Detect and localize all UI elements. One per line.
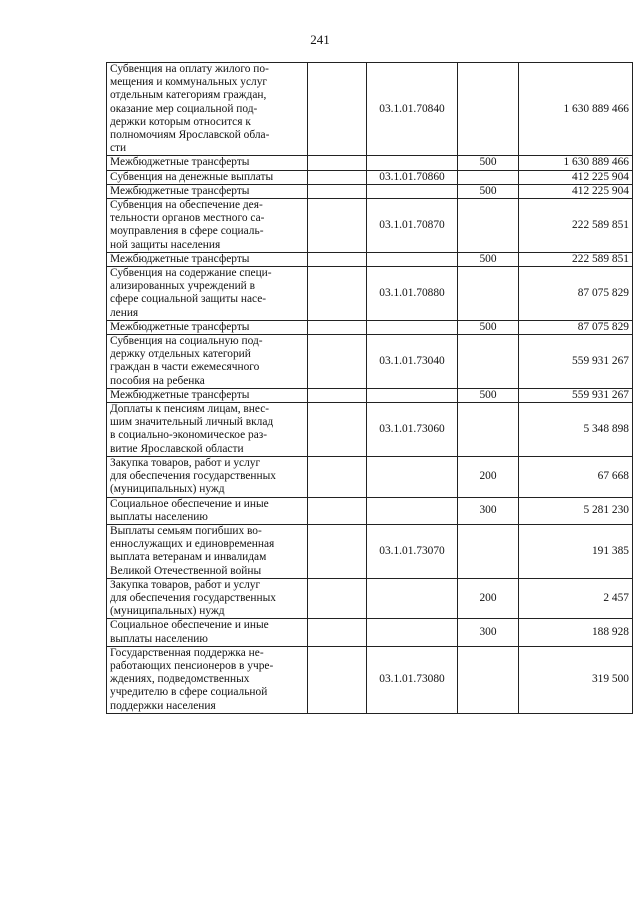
empty-cell (308, 497, 367, 524)
amount-cell: 5 281 230 (519, 497, 633, 524)
table-row (107, 63, 633, 156)
empty-cell (308, 388, 367, 402)
table-row (107, 524, 633, 578)
expense-type-cell: 500 (458, 156, 519, 170)
target-code-cell (367, 320, 458, 334)
expense-type-cell (458, 403, 519, 457)
item-name-cell: Выплаты семьям погибших во- еннослужащих и единовременная выплата ветеранам и инвалидам Великой Отечественной войны (107, 524, 308, 578)
amount-cell: 319 500 (519, 646, 633, 713)
amount-cell: 559 931 267 (519, 335, 633, 389)
expense-type-cell: 500 (458, 184, 519, 198)
table-row (107, 403, 633, 457)
empty-cell (308, 578, 367, 619)
item-name-cell: Межбюджетные трансферты (107, 184, 308, 198)
target-code-cell (367, 184, 458, 198)
item-name-cell: Межбюджетные трансферты (107, 388, 308, 402)
budget-table-body (107, 63, 633, 714)
expense-type-cell (458, 63, 519, 156)
target-code-cell: 03.1.01.73080 (367, 646, 458, 713)
target-code-cell: 03.1.01.70840 (367, 63, 458, 156)
table-row (107, 199, 633, 253)
item-name-cell: Межбюджетные трансферты (107, 252, 308, 266)
empty-cell (308, 646, 367, 713)
item-name-cell: Субвенция на содержание специ- ализированных учреждений в сфере социальной защиты насе- ления (107, 267, 308, 321)
table-row (107, 388, 633, 402)
amount-cell: 222 589 851 (519, 252, 633, 266)
item-name-cell: Субвенция на денежные выплаты (107, 170, 308, 184)
empty-cell (308, 320, 367, 334)
amount-cell: 559 931 267 (519, 388, 633, 402)
empty-cell (308, 456, 367, 497)
amount-cell: 1 630 889 466 (519, 156, 633, 170)
expense-type-cell: 500 (458, 388, 519, 402)
table-row (107, 497, 633, 524)
target-code-cell: 03.1.01.73070 (367, 524, 458, 578)
amount-cell: 5 348 898 (519, 403, 633, 457)
table-row (107, 156, 633, 170)
amount-cell: 412 225 904 (519, 184, 633, 198)
amount-cell: 87 075 829 (519, 267, 633, 321)
empty-cell (308, 267, 367, 321)
table-row (107, 170, 633, 184)
item-name-cell: Межбюджетные трансферты (107, 156, 308, 170)
table-row (107, 456, 633, 497)
amount-cell: 1 630 889 466 (519, 63, 633, 156)
target-code-cell (367, 497, 458, 524)
expense-type-cell: 300 (458, 497, 519, 524)
item-name-cell: Субвенция на оплату жилого по- мещения и коммунальных услуг отдельным категориям граждан, оказание мер социальной под- держки которым относится к полномочиям Ярославской обла- сти (107, 63, 308, 156)
amount-cell: 222 589 851 (519, 199, 633, 253)
table-row (107, 578, 633, 619)
expense-type-cell: 300 (458, 619, 519, 646)
empty-cell (308, 403, 367, 457)
item-name-cell: Социальное обеспечение и иные выплаты населению (107, 619, 308, 646)
expense-type-cell (458, 646, 519, 713)
target-code-cell: 03.1.01.70860 (367, 170, 458, 184)
target-code-cell: 03.1.01.73040 (367, 335, 458, 389)
expense-type-cell: 200 (458, 456, 519, 497)
target-code-cell (367, 619, 458, 646)
target-code-cell (367, 456, 458, 497)
empty-cell (308, 184, 367, 198)
table-row (107, 267, 633, 321)
expense-type-cell (458, 267, 519, 321)
table-row (107, 646, 633, 713)
expense-type-cell (458, 170, 519, 184)
expense-type-cell (458, 335, 519, 389)
empty-cell (308, 170, 367, 184)
item-name-cell: Субвенция на обеспечение дея- тельности органов местного са- моуправления в сфере социаль- ной защиты населения (107, 199, 308, 253)
table-row (107, 619, 633, 646)
expense-type-cell: 200 (458, 578, 519, 619)
expense-type-cell: 500 (458, 320, 519, 334)
item-name-cell: Субвенция на социальную под- держку отдельных категорий граждан в части ежемесячного пособия на ребенка (107, 335, 308, 389)
target-code-cell (367, 388, 458, 402)
target-code-cell (367, 252, 458, 266)
empty-cell (308, 619, 367, 646)
expense-type-cell (458, 199, 519, 253)
amount-cell: 87 075 829 (519, 320, 633, 334)
empty-cell (308, 252, 367, 266)
item-name-cell: Межбюджетные трансферты (107, 320, 308, 334)
target-code-cell (367, 156, 458, 170)
table-row (107, 335, 633, 389)
amount-cell: 412 225 904 (519, 170, 633, 184)
amount-cell: 2 457 (519, 578, 633, 619)
item-name-cell: Социальное обеспечение и иные выплаты населению (107, 497, 308, 524)
item-name-cell: Доплаты к пенсиям лицам, внес- шим значительный личный вклад в социально-экономическое раз- витие Ярославской области (107, 403, 308, 457)
page-number: 241 (310, 32, 330, 47)
item-name-cell: Государственная поддержка не- работающих пенсионеров в учре- ждениях, подведомственных учредителю в сфере социальной поддержки населения (107, 646, 308, 713)
table-row (107, 184, 633, 198)
target-code-cell (367, 578, 458, 619)
empty-cell (308, 199, 367, 253)
item-name-cell: Закупка товаров, работ и услуг для обеспечения государственных (муниципальных) нужд (107, 578, 308, 619)
amount-cell: 188 928 (519, 619, 633, 646)
target-code-cell: 03.1.01.70870 (367, 199, 458, 253)
empty-cell (308, 335, 367, 389)
budget-table (106, 62, 633, 714)
empty-cell (308, 63, 367, 156)
empty-cell (308, 156, 367, 170)
target-code-cell: 03.1.01.70880 (367, 267, 458, 321)
empty-cell (308, 524, 367, 578)
target-code-cell: 03.1.01.73060 (367, 403, 458, 457)
table-row (107, 252, 633, 266)
amount-cell: 67 668 (519, 456, 633, 497)
expense-type-cell (458, 524, 519, 578)
item-name-cell: Закупка товаров, работ и услуг для обеспечения государственных (муниципальных) нужд (107, 456, 308, 497)
expense-type-cell: 500 (458, 252, 519, 266)
table-row (107, 320, 633, 334)
amount-cell: 191 385 (519, 524, 633, 578)
